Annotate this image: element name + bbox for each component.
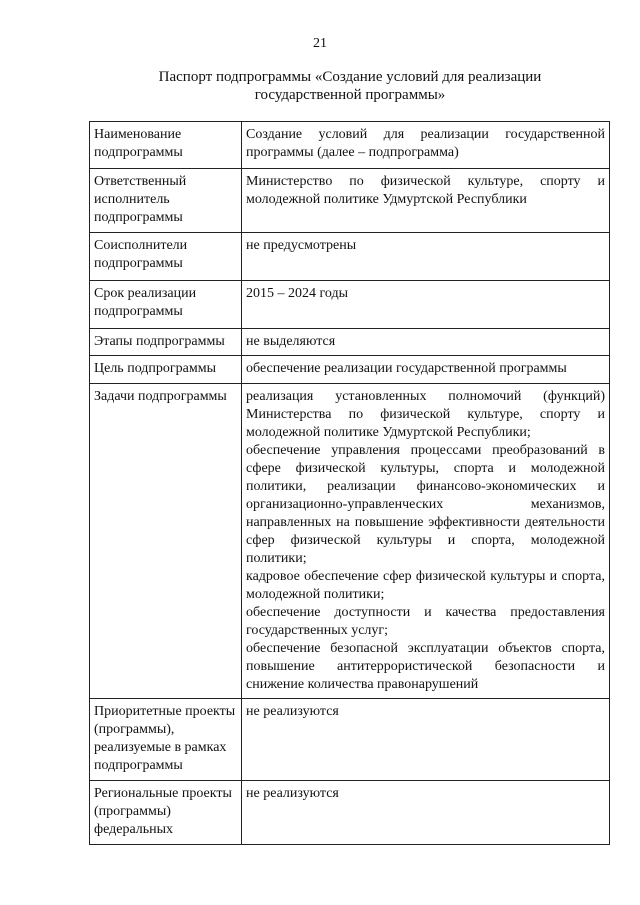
row-label: Задачи подпрограммы: [90, 384, 242, 699]
row-value: [242, 699, 610, 781]
table-row: [90, 384, 610, 699]
row-value: [242, 233, 610, 281]
table-row: [90, 329, 610, 356]
row-value: [242, 122, 610, 169]
value-paragraph: обеспечение доступности и качества предоставления государственных услуг;: [246, 605, 605, 638]
value-paragraph: не предусмотрены: [246, 238, 357, 253]
value-paragraph: обеспечение реализации государственной программы: [246, 361, 567, 376]
table-row: [90, 781, 610, 845]
value-paragraph: обеспечение безопасной эксплуатации объектов спорта, повышение антитеррористической безопасности и снижение количества правонарушений: [246, 641, 605, 692]
value-paragraph: Создание условий для реализации государственной программы (далее – подпрограмма): [246, 127, 605, 160]
value-paragraph: не выделяются: [246, 334, 336, 349]
row-value: [242, 384, 610, 699]
table-row: [90, 356, 610, 384]
table-row: [90, 699, 610, 781]
row-value: [242, 329, 610, 356]
table-row: [90, 169, 610, 233]
value-paragraph: 2015 – 2024 годы: [246, 286, 349, 301]
value-paragraph: Министерство по физической культуре, спорту и молодежной политике Удмуртской Республики: [246, 174, 605, 207]
row-value: [242, 781, 610, 845]
value-paragraph: обеспечение управления процессами преобразований в сфере физической культуры, спорта и молодежной политики, реализации финансово-экономических и организационно-управленческих механизмов, направленных на повышение эффективности деятельности сфер физической культуры и спорта, молодежной политики;: [246, 443, 605, 566]
page-title: [100, 68, 600, 104]
row-label: Ответственный исполнитель подпрограммы: [90, 169, 242, 233]
page-number: 21: [313, 36, 327, 51]
value-paragraph: реализация установленных полномочий (функций) Министерства по физической культуре, спорту и молодежной политике Удмуртской Республики;: [246, 389, 605, 440]
subprogram-passport-table: [89, 121, 610, 845]
row-value: [242, 281, 610, 329]
page-title-line-1: Паспорт подпрограммы «Создание условий для реализации: [158, 69, 542, 85]
row-label: Наименование подпрограммы: [90, 122, 242, 169]
row-label: Этапы подпрограммы: [90, 329, 242, 356]
row-label: Приоритетные проекты (программы), реализуемые в рамках подпрограммы: [90, 699, 242, 781]
page-title-line-2: государственной программы»: [254, 87, 446, 103]
value-paragraph: кадровое обеспечение сфер физической культуры и спорта, молодежной политики;: [246, 569, 605, 602]
row-label: Срок реализации подпрограммы: [90, 281, 242, 329]
row-value: [242, 356, 610, 384]
row-value: [242, 169, 610, 233]
value-paragraph: не реализуются: [246, 704, 339, 719]
row-label: Региональные проекты (программы) федеральных: [90, 781, 242, 845]
table-row: [90, 233, 610, 281]
table-row: [90, 281, 610, 329]
value-paragraph: не реализуются: [246, 786, 339, 801]
row-label: Соисполнители подпрограммы: [90, 233, 242, 281]
row-label: Цель подпрограммы: [90, 356, 242, 384]
table-row: [90, 122, 610, 169]
